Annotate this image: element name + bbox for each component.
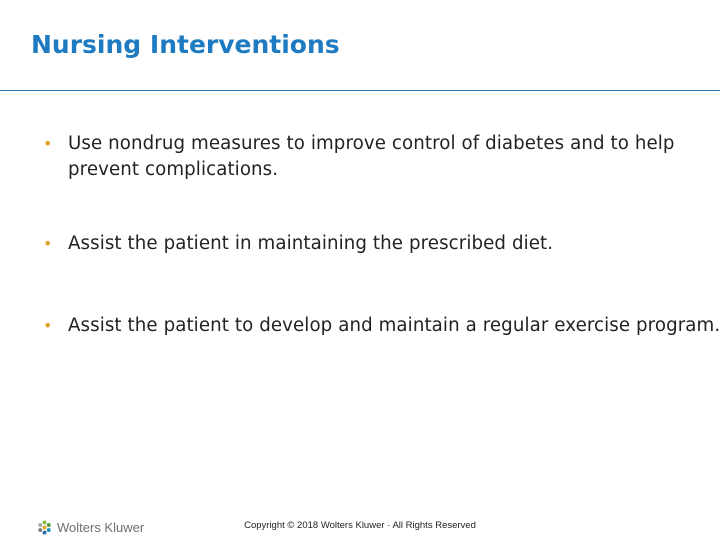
bullet-item [43, 313, 720, 339]
bullet-item [43, 131, 720, 183]
bullet-icon: • [43, 234, 53, 253]
logo-text: Wolters Kluwer [57, 520, 145, 535]
bullet-text: Assist the patient to develop and maintain a regular exercise program. [68, 315, 720, 336]
page-title: Nursing Interventions [31, 30, 340, 59]
bullet-text: Assist the patient in maintaining the prescribed diet. [68, 233, 554, 254]
title-divider [0, 90, 720, 91]
bullet-icon: • [43, 134, 53, 153]
bullet-icon: • [43, 316, 53, 335]
bullet-item [43, 231, 720, 257]
bullet-text: Use nondrug measures to improve control of diabetes and to help prevent complications. [68, 133, 675, 180]
copyright-notice: Copyright © 2018 Wolters Kluwer · All Rights Reserved [244, 520, 476, 531]
